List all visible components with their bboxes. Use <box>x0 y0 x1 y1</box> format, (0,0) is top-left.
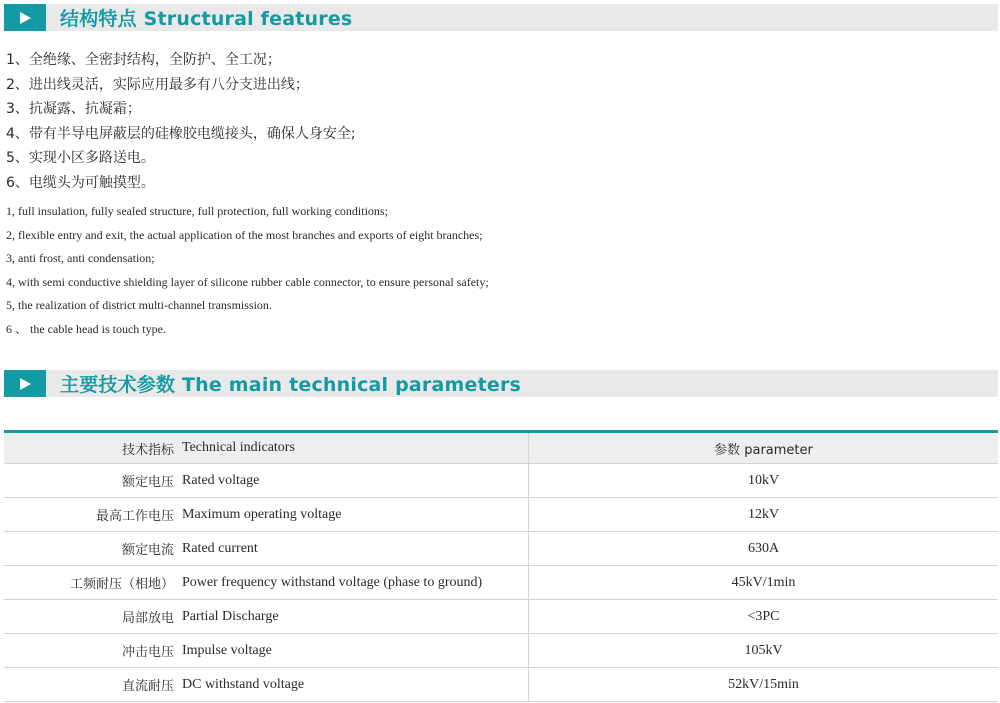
param-value: 10kV <box>529 464 999 498</box>
table-row <box>4 600 998 634</box>
param-name-cn: 局部放电 <box>4 600 178 634</box>
table-row <box>4 498 998 532</box>
param-value: <3PC <box>529 600 999 634</box>
param-value: 45kV/1min <box>529 566 999 600</box>
param-name-en: Rated current <box>178 532 529 566</box>
feature-item-en: 3, anti frost, anti condensation; <box>6 251 155 265</box>
param-name-en: Maximum operating voltage <box>178 498 529 532</box>
section-title-technical-parameters: 主要技术参数 The main technical parameters <box>60 374 522 396</box>
param-name-cn: 额定电压 <box>4 464 178 498</box>
feature-item-cn: 5、实现小区多路送电。 <box>6 150 155 167</box>
feature-item-en: 6 、 the cable head is touch type. <box>6 321 166 336</box>
feature-item-en: 5, the realization of district multi-channel transmission. <box>6 298 272 312</box>
feature-item-en: 2, flexible entry and exit, the actual application of the most branches and exports of eight branches; <box>6 227 483 242</box>
table-header-row <box>4 432 998 464</box>
table-row <box>4 668 998 702</box>
table-row <box>4 532 998 566</box>
table-row <box>4 634 998 668</box>
features-list-english <box>6 200 489 341</box>
feature-item-cn: 2、进出线灵活，实际应用最多有八分支进出线； <box>6 76 309 93</box>
param-name-en: Partial Discharge <box>178 600 529 634</box>
section-header-structural-features <box>4 4 998 31</box>
param-value: 12kV <box>529 498 999 532</box>
param-name-cn: 最高工作电压 <box>4 498 178 532</box>
table-row <box>4 566 998 600</box>
table-row <box>4 464 998 498</box>
header-cell-value: 参数 parameter <box>529 432 999 464</box>
feature-item-cn: 1、全绝缘、全密封结构，全防护、全工况； <box>6 52 281 68</box>
parameters-table <box>4 430 998 702</box>
feature-item-cn: 4、带有半导电屏蔽层的硅橡胶电缆接头，确保人身安全; <box>6 125 356 142</box>
feature-item-en: 1, full insulation, fully sealed structure, full protection, full working conditions; <box>6 204 388 218</box>
feature-item-cn: 6、电缆头为可触摸型。 <box>6 174 155 191</box>
param-name-en: Impulse voltage <box>178 634 529 668</box>
param-name-en: Power frequency withstand voltage (phase to ground) <box>178 566 529 600</box>
param-name-en: Rated voltage <box>178 464 529 498</box>
param-name-en: DC withstand voltage <box>178 668 529 702</box>
feature-item-en: 4, with semi conductive shielding layer of silicone rubber cable connector, to ensure personal safety; <box>6 274 489 289</box>
param-value: 105kV <box>529 634 999 668</box>
param-value: 52kV/15min <box>529 668 999 702</box>
features-list-chinese <box>6 48 356 196</box>
param-name-cn: 直流耐压 <box>4 668 178 702</box>
feature-item-cn: 3、抗凝露、抗凝霜； <box>6 101 141 118</box>
header-cell-cn: 技术指标 <box>4 432 178 464</box>
param-name-cn: 额定电流 <box>4 532 178 566</box>
play-arrow-icon <box>4 370 46 397</box>
section-header-technical-parameters <box>4 370 998 397</box>
play-arrow-icon <box>4 4 46 31</box>
header-cell-en: Technical indicators <box>178 432 529 464</box>
section-title-structural-features: 结构特点 Structural features <box>60 8 353 30</box>
param-value: 630A <box>529 532 999 566</box>
param-name-cn: 工频耐压（相地） <box>4 566 178 600</box>
param-name-cn: 冲击电压 <box>4 634 178 668</box>
